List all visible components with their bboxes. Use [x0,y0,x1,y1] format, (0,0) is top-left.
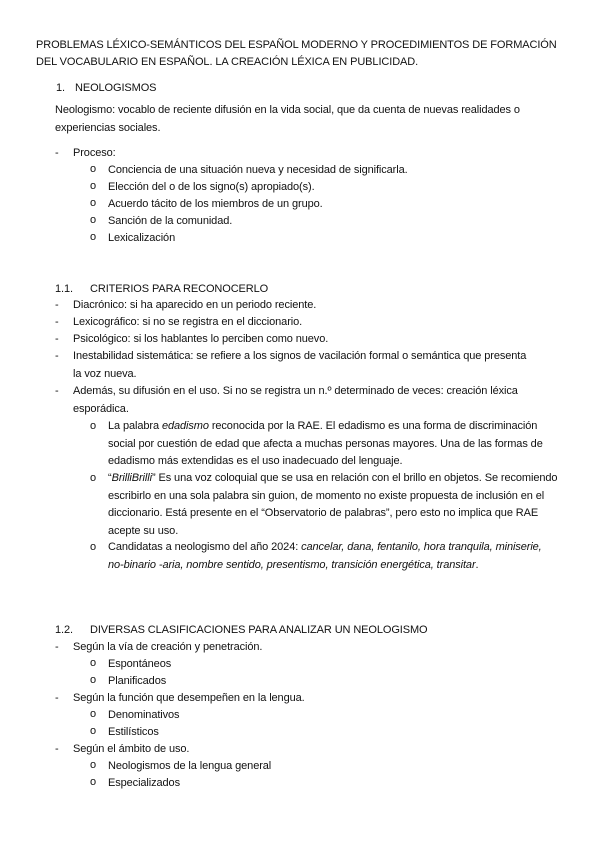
candidatas-end: . [475,558,479,571]
clasificacion-item: Denominativos [108,709,180,721]
proceso-item: Acuerdo tácito de los miembros de un grupo. [108,198,323,210]
clasificacion-item: Especializados [108,777,180,789]
edadismo-pre: La palabra [108,420,162,432]
section-1-number: 1. [56,82,65,94]
criterio-item: Psicológico: si los hablantes lo perciben como nuevo. [73,333,329,345]
criterio-item: Diacrónico: si ha aparecido en un periodo reciente. [73,299,317,311]
clasificacion-item: Estilísticos [108,726,159,738]
list-bullet: o [90,197,97,209]
list-dash: - [55,641,59,653]
clasificacion-label: Según el ámbito de uso. [73,743,190,755]
edadismo-item [108,418,548,471]
list-dash: - [55,299,59,311]
clasificacion-label: Según la vía de creación y penetración. [73,641,263,653]
clasificacion-item: Planificados [108,675,167,687]
list-bullet: o [90,420,97,432]
list-dash: - [55,350,59,362]
list-dash: - [55,147,59,159]
brilli-word: BrilliBrilli [111,472,152,484]
criterio-item: Inestabilidad sistemática: se refiere a los signos de vacilación formal o semántica que presenta la voz nueva. [73,350,527,380]
clasificacion-label: Según la función que desempeñen en la lengua. [73,692,305,704]
list-bullet: o [90,231,97,243]
section-1-1-number: 1.1. [55,283,73,295]
proceso-item: Elección del o de los signo(s) apropiado(s). [108,181,315,193]
list-dash: - [55,333,59,345]
list-bullet: o [90,674,97,686]
list-bullet: o [90,541,97,553]
edadismo-post: reconocida por la RAE. El edadismo es una forma de discriminación social por cuestión de edad que afecta a muchas personas mayores. Una de las formas de edadismo más extendidas es el uso inadecuado del lenguaje. [108,420,543,467]
list-bullet: o [90,708,97,720]
list-bullet: o [90,776,97,788]
brilli-post: ” Es una voz coloquial que se usa en relación con el brillo en objetos. Se recomiendo escribirlo en una sola palabra sin guion, de momento no existe propuesta de inclusión en el diccionario. Está presente en el “Observatorio de palabras”, pero esto no implica que RAE acepte su uso. [108,472,558,537]
criterio-item: Lexicográfico: si no se registra en el diccionario. [73,316,303,328]
clasificacion-item: Neologismos de la lengua general [108,760,272,772]
list-dash: - [55,385,59,397]
section-1-1-heading: CRITERIOS PARA RECONOCERLO [90,283,269,295]
list-bullet: o [90,163,97,175]
section-1-2-number: 1.2. [55,624,73,636]
proceso-item: Conciencia de una situación nueva y necesidad de significarla. [108,164,408,176]
list-bullet: o [90,214,97,226]
list-bullet: o [90,180,97,192]
neologismo-definition: Neologismo: vocablo de reciente difusión en la vida social, que da cuenta de nuevas realidades o experiencias sociales. [55,104,520,134]
document-title: PROBLEMAS LÉXICO-SEMÁNTICOS DEL ESPAÑOL MODERNO Y PROCEDIMIENTOS DE FORMACIÓN DEL VOCABULARIO EN ESPAÑOL. LA CREACIÓN LÉXICA EN PUBLICIDAD. [36,39,557,68]
candidatas-pre: Candidatas a neologismo del año 2024: [108,541,302,553]
list-dash: - [55,316,59,328]
brillibrilli-item [108,470,563,540]
list-bullet: o [90,472,97,484]
list-bullet: o [90,725,97,737]
criterio-item: Además, su difusión en el uso. Si no se registra un n.º determinado de veces: creación léxica esporádica. [73,385,518,415]
list-dash: - [55,743,59,755]
section-1-heading: NEOLOGISMOS [75,82,157,94]
list-bullet: o [90,657,97,669]
proceso-label: Proceso: [73,147,116,159]
brilli-open: “ [108,472,112,484]
list-bullet: o [90,759,97,771]
edadismo-word: edadismo [161,420,209,432]
proceso-item: Lexicalización [108,232,176,244]
section-1-2-heading: DIVERSAS CLASIFICACIONES PARA ANALIZAR UN NEOLOGISMO [90,624,428,636]
candidatas-list: cancelar, dana, fentanilo, hora tranquila, miniserie, no-binario -aria, nombre sentido, presentismo, transición energética, transitar [108,541,542,571]
proceso-item: Sanción de la comunidad. [108,215,233,227]
list-dash: - [55,692,59,704]
clasificacion-item: Espontáneos [108,658,172,670]
candidatas-item [108,539,543,574]
